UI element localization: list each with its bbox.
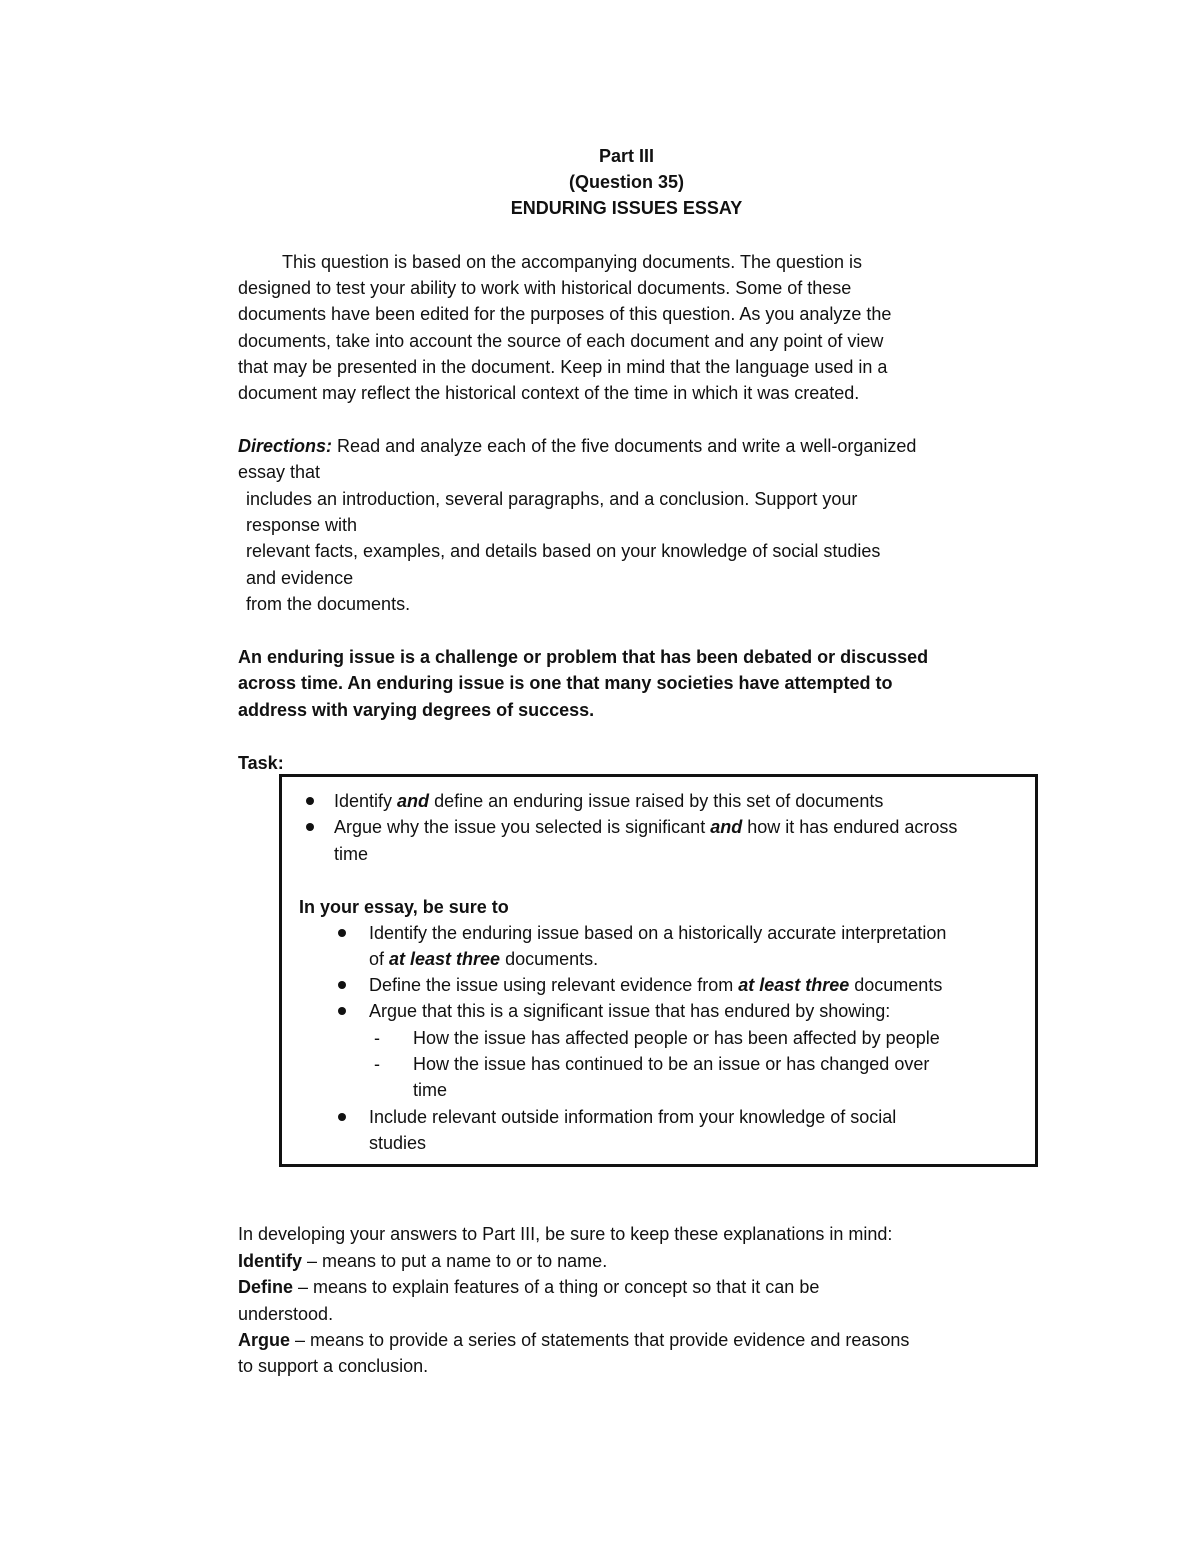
sub-point-continued: How the issue has continued to be an issue or has changed over: [413, 1054, 930, 1074]
part-heading: Part III: [598, 146, 655, 166]
essay-requirements-heading: In your essay, be sure to: [299, 897, 509, 917]
sub-point-affected: How the issue has affected people or has been affected by people: [413, 1028, 940, 1048]
bullet-dot: [338, 929, 346, 937]
requirement-identify-cont: of at least three documents.: [369, 949, 599, 969]
bullet-dot: [306, 823, 314, 831]
explanation-define: Define – means to explain features of a thing or concept so that it can be: [238, 1277, 820, 1297]
definition-line: An enduring issue is a challenge or problem that has been debated or discussed: [238, 647, 929, 667]
question-heading: (Question 35): [568, 172, 684, 192]
explanation-argue-cont: to support a conclusion.: [238, 1356, 429, 1376]
task-label: Task:: [238, 753, 284, 773]
requirement-outside-info: Include relevant outside information from your knowledge of social: [369, 1107, 897, 1127]
sub-point-continued-cont: time: [413, 1080, 448, 1100]
directions-line: essay that: [238, 462, 321, 482]
requirement-define: Define the issue using relevant evidence from at least three documents: [369, 975, 943, 995]
directions-label: Directions:: [238, 436, 333, 456]
requirement-outside-info-cont: studies: [369, 1133, 427, 1153]
directions-line: from the documents.: [246, 594, 411, 614]
intro-line: document may reflect the historical context of the time in which it was created.: [238, 383, 860, 403]
directions-line: response with: [246, 515, 358, 535]
intro-line: that may be presented in the document. Keep in mind that the language used in a: [238, 357, 888, 377]
bullet-dot: [338, 1113, 346, 1121]
directions-text: Read and analyze each of the five documents and write a well-organized: [337, 436, 917, 456]
intro-line: documents have been edited for the purposes of this question. As you analyze the: [238, 304, 892, 324]
directions-line: [238, 433, 916, 459]
definition-line: address with varying degrees of success.: [238, 700, 595, 720]
directions-line: and evidence: [246, 568, 354, 588]
task-bullet-identify: Identify and define an enduring issue raised by this set of documents: [334, 791, 884, 811]
intro-line: documents, take into account the source of each document and any point of view: [238, 331, 884, 351]
explanation-identify: Identify – means to put a name to or to name.: [238, 1251, 608, 1271]
requirement-argue: Argue that this is a significant issue that has endured by showing:: [369, 1001, 891, 1021]
directions-line: includes an introduction, several paragraphs, and a conclusion. Support your: [246, 489, 858, 509]
bullet-dot: [338, 981, 346, 989]
intro-line: This question is based on the accompanying documents. The question is: [282, 252, 863, 272]
page-title: ENDURING ISSUES ESSAY: [510, 198, 743, 218]
directions-line: relevant facts, examples, and details based on your knowledge of social studies: [246, 541, 881, 561]
explanation-define-cont: understood.: [238, 1304, 334, 1324]
definition-line: across time. An enduring issue is one that many societies have attempted to: [238, 673, 893, 693]
explanations-intro: In developing your answers to Part III, be sure to keep these explanations in mind:: [238, 1224, 893, 1244]
dash-marker: -: [374, 1054, 380, 1074]
intro-line: designed to test your ability to work with historical documents. Some of these: [238, 278, 852, 298]
bullet-dot: [338, 1007, 346, 1015]
task-bullet-argue: Argue why the issue you selected is significant and how it has endured across: [334, 817, 958, 837]
task-bullet-argue-cont: time: [334, 844, 369, 864]
dash-marker: -: [374, 1028, 380, 1048]
explanation-argue: Argue – means to provide a series of statements that provide evidence and reasons: [238, 1330, 910, 1350]
bullet-dot: [306, 797, 314, 805]
requirement-identify: Identify the enduring issue based on a historically accurate interpretation: [369, 923, 947, 943]
